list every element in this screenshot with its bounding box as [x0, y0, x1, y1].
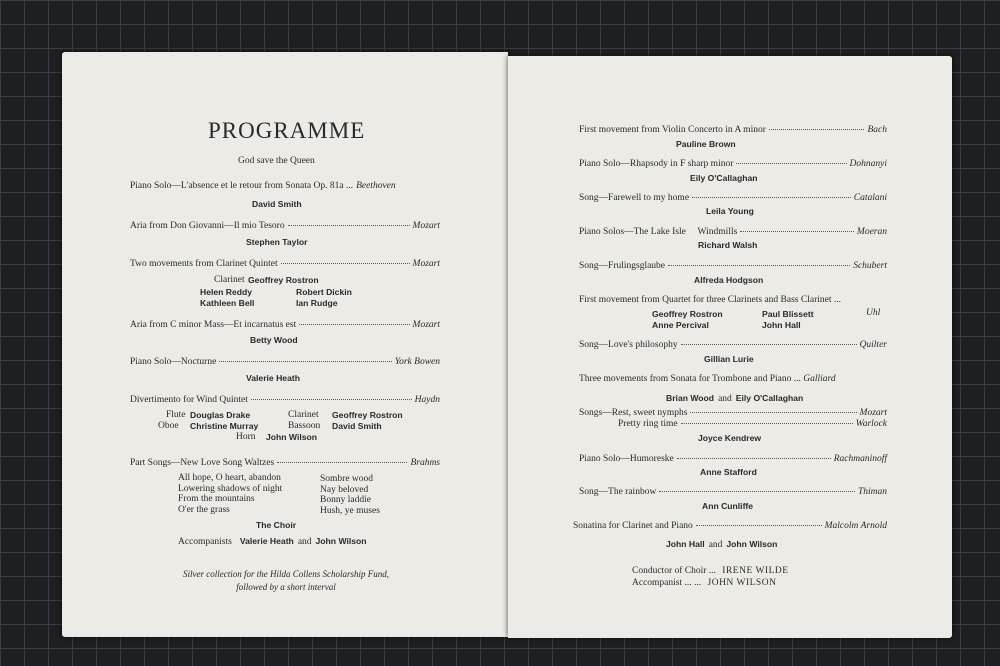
programme-item	[573, 521, 887, 531]
performer: Douglas Drake	[190, 410, 251, 420]
performer: John Wilson	[726, 539, 778, 549]
performer: Valerie Heath	[246, 373, 300, 383]
performer: Geoffrey Rostron	[248, 275, 319, 285]
piece-title: Part Songs—New Love Song Waltzes	[130, 458, 275, 468]
composer: Schubert	[853, 261, 887, 271]
accompanists-line	[178, 531, 367, 549]
programme-item	[579, 227, 887, 237]
piece-title: Aria from C minor Mass—Et incarnatus est	[130, 320, 297, 330]
composer: Haydn	[414, 395, 440, 405]
accompanist-line	[632, 578, 776, 588]
piece-title: Sonatina for Clarinet and Piano	[573, 521, 693, 531]
left-page	[62, 52, 508, 637]
composer: Catalani	[853, 193, 887, 203]
programme-item	[579, 261, 887, 271]
performer: Ann Cunliffe	[702, 501, 754, 511]
performer: Ian Rudge	[296, 298, 338, 308]
and-text: and	[297, 537, 312, 547]
performer: John Wilson	[315, 536, 367, 546]
performer: Robert Dickin	[296, 287, 352, 297]
leader-dots	[681, 344, 857, 345]
piece-title: Pretty ring time	[618, 419, 678, 429]
page-title: PROGRAMME	[208, 118, 366, 143]
composer: Mozart	[412, 221, 440, 231]
composer: Malcolm Arnold	[824, 521, 887, 531]
song-list-a	[178, 473, 282, 515]
leader-dots	[281, 263, 410, 264]
programme-item	[130, 221, 440, 231]
leader-dots	[659, 491, 855, 492]
instrument-label: Clarinet	[288, 410, 319, 420]
and-text: and	[718, 394, 732, 404]
programme-item	[130, 395, 440, 405]
piece-title: Song—The rainbow	[579, 487, 657, 497]
leader-dots	[681, 423, 853, 424]
piece-title: Piano Solo—L'absence et le retour from Sonata Op. 81a ...	[130, 181, 354, 191]
leader-dots	[696, 525, 822, 526]
programme-item	[579, 340, 887, 350]
composer: Thiman	[857, 487, 887, 497]
composer: Rachmaninoff	[833, 454, 887, 464]
programme-item	[579, 193, 887, 203]
performer: Alfreda Hodgson	[694, 275, 764, 285]
piece-title: Piano Solo—Humoreske	[579, 454, 674, 464]
leader-dots	[299, 324, 409, 325]
performer: John Wilson	[266, 432, 318, 442]
performer: Brian Wood	[666, 393, 715, 403]
performer: Pauline Brown	[676, 139, 736, 149]
programme-item	[579, 125, 887, 135]
song-title: Hush, ye muses	[320, 505, 380, 516]
collection-note-line-1: Silver collection for the Hilda Collens Scholarship Fund,	[183, 569, 389, 579]
composer: Mozart	[412, 259, 440, 269]
accompanists-label: Accompanists	[178, 537, 232, 547]
song-list-b	[320, 474, 380, 516]
performer: John Hall	[762, 320, 801, 330]
piece-title: Song—Frulingsglaube	[579, 261, 666, 271]
performer: John Hall	[666, 539, 705, 549]
programme-item	[130, 259, 440, 269]
programme-item	[579, 159, 887, 169]
performer: Christine Murray	[190, 421, 259, 431]
programme-item	[130, 357, 440, 367]
programme-item-2	[618, 419, 887, 429]
performer: David Smith	[332, 421, 382, 431]
performer: Anne Stafford	[700, 467, 757, 477]
composer: Dohnanyi	[849, 159, 887, 169]
composer: Warlock	[855, 419, 887, 429]
piece-title: Songs—Rest, sweet nymphs	[579, 408, 688, 418]
conductor-label: Conductor of Choir ...	[632, 566, 716, 576]
composer: Galliard	[803, 374, 836, 384]
instrument-label: Horn	[236, 432, 256, 442]
performer: David Smith	[252, 199, 302, 209]
composer: Mozart	[859, 408, 887, 418]
song-title: O'er the grass	[178, 504, 230, 515]
composer: Quilter	[859, 340, 887, 350]
programme-item	[579, 454, 887, 464]
composer: Uhl	[866, 308, 881, 318]
performer: Geoffrey Rostron	[332, 410, 403, 420]
programme-item	[130, 458, 440, 468]
song-title: All hope, O heart, abandon	[178, 473, 281, 483]
performer: Betty Wood	[250, 335, 298, 345]
performer: The Choir	[256, 520, 297, 530]
performer: Helen Reddy	[200, 287, 253, 297]
instrument-label: Bassoon	[288, 421, 321, 431]
programme-item	[579, 295, 841, 305]
piece-title: Two movements from Clarinet Quintet	[130, 259, 278, 269]
conductor-name: IRENE WILDE	[722, 566, 789, 576]
performer: Joyce Kendrew	[698, 433, 762, 443]
song-title: Bonny laddie	[320, 495, 371, 505]
composer: Mozart	[412, 320, 440, 330]
leader-dots	[288, 225, 410, 226]
piece-title: Three movements from Sonata for Trombone and Piano ...	[579, 374, 801, 384]
accompanist-label: Accompanist ... ...	[632, 578, 702, 588]
composer: Brahms	[410, 458, 440, 468]
instrument-label: Flute	[166, 410, 186, 420]
performer: Eily O'Callaghan	[735, 393, 804, 403]
leader-dots	[736, 163, 846, 164]
song-title: Lowering shadows of night	[178, 483, 283, 494]
performer: Richard Walsh	[698, 240, 758, 250]
song-title: Sombre wood	[320, 474, 374, 484]
performer: Gillian Lurie	[704, 354, 754, 364]
instrument-label: Oboe	[158, 421, 179, 431]
leader-dots	[277, 462, 407, 463]
piece-title: Divertimento for Wind Quintet	[130, 395, 248, 405]
instrument-label: Clarinet	[214, 275, 245, 285]
composer: Bach	[867, 125, 887, 135]
piece-title: Aria from Don Giovanni—Il mio Tesoro	[130, 221, 285, 231]
song-title: Nay beloved	[320, 484, 369, 495]
composer: York Bowen	[394, 357, 440, 367]
performer: Leila Young	[706, 206, 754, 216]
programme-item	[130, 181, 440, 191]
leader-dots	[692, 197, 851, 198]
piece-title: Song—Farewell to my home	[579, 193, 690, 203]
leader-dots	[677, 458, 831, 459]
accompanist-name: JOHN WILSON	[707, 578, 777, 588]
leader-dots	[219, 361, 391, 362]
performer: Geoffrey Rostron	[652, 309, 723, 319]
leader-dots	[769, 129, 865, 130]
performer: Paul Blissett	[762, 309, 814, 319]
piece-title: Piano Solos—The Lake Isle Windmills	[579, 227, 738, 237]
programme-item	[579, 374, 836, 384]
programme-item	[579, 408, 887, 418]
performers-line	[666, 388, 803, 406]
performer: Valerie Heath	[239, 536, 294, 546]
leader-dots	[251, 399, 412, 400]
piece-title: Piano Solo—Rhapsody in F sharp minor	[579, 159, 734, 169]
composer: Moeran	[856, 227, 887, 237]
programme-item	[130, 320, 440, 330]
right-page	[508, 56, 952, 638]
song-title: From the mountains	[178, 494, 255, 504]
performers-line	[666, 534, 777, 552]
piece-title: Piano Solo—Nocturne	[130, 357, 217, 367]
anthem: God save the Queen	[238, 156, 315, 166]
programme-item	[579, 487, 887, 497]
performer: Stephen Taylor	[246, 237, 308, 247]
leader-dots	[668, 265, 850, 266]
piece-title: First movement from Quartet for three Clarinets and Bass Clarinet ...	[579, 295, 841, 305]
performer: Anne Percival	[652, 320, 709, 330]
performer: Eily O'Callaghan	[690, 173, 758, 183]
performer: Kathleen Bell	[200, 298, 255, 308]
and-text: and	[708, 540, 723, 550]
leader-dots	[740, 231, 854, 232]
conductor-line	[632, 566, 789, 576]
piece-title: First movement from Violin Concerto in A minor	[579, 125, 766, 135]
composer: Beethoven	[356, 181, 396, 191]
leader-dots	[690, 412, 856, 413]
piece-title: Song—Love's philosophy	[579, 340, 678, 350]
collection-note-line-2: followed by a short interval	[236, 582, 336, 592]
